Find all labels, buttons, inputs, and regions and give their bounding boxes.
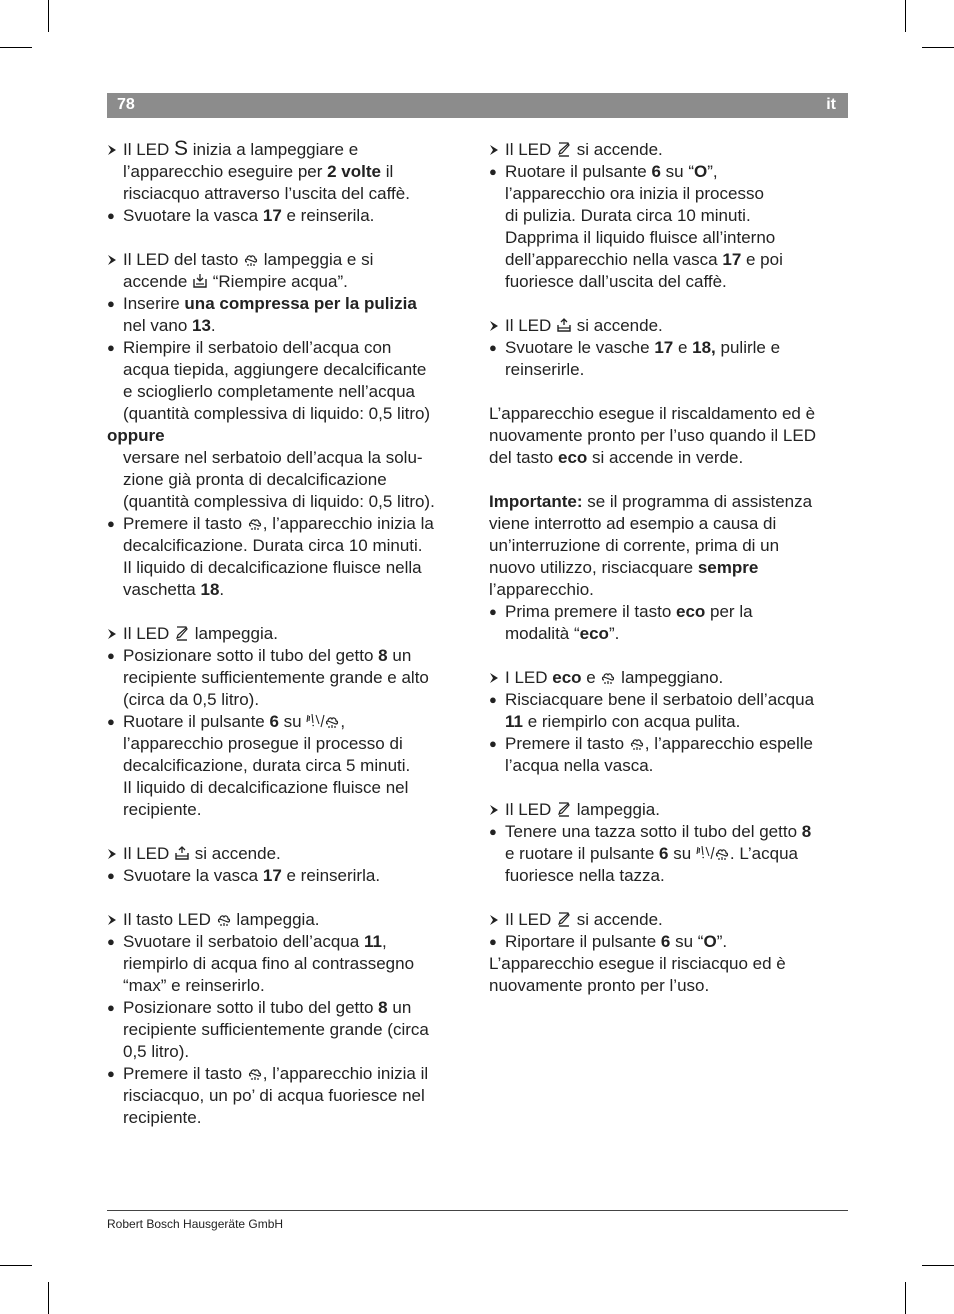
continuation-line: [107, 733, 472, 755]
continuation-line: [489, 755, 851, 777]
text-run: Premere il tasto: [505, 734, 629, 753]
text-run: nuovamente pronto per l’uso.: [489, 976, 710, 995]
text-run: 8: [378, 998, 388, 1017]
bullet-marker-icon: ●: [489, 736, 497, 751]
text-run: pulirle e: [715, 338, 781, 357]
text-run: risciacquo attraverso l’uscita del caffè.: [123, 184, 410, 203]
continuation-line: [489, 843, 851, 865]
text-run: Ruotare il pulsante: [505, 162, 652, 181]
text-run: riempirlo di acqua fino al contrassegno: [123, 954, 415, 973]
text-run: .: [219, 580, 225, 599]
bullet-marker-icon: ●: [107, 340, 115, 355]
drip-tray-icon: [556, 317, 572, 333]
text-run: , l’apparecchio inizia la: [262, 514, 434, 533]
paragraph-line: [489, 557, 851, 579]
text-run: Il LED: [123, 844, 175, 863]
text-run: risciacquo, un po’ di acqua fuoriesce nel: [123, 1086, 425, 1105]
continuation-line: [489, 227, 851, 249]
bullet-line: [107, 865, 472, 887]
text-run: reinserirle.: [505, 360, 585, 379]
bullet-line: [107, 513, 472, 535]
bullet-marker-icon: ●: [489, 692, 497, 707]
steam-icon: [600, 669, 616, 685]
bullet-line: [107, 997, 472, 1019]
text-run: eco: [558, 448, 588, 467]
text-run: recipiente sufficientemente grande (circa: [123, 1020, 429, 1039]
continuation-line: [489, 359, 851, 381]
continuation-line: [107, 315, 472, 337]
crop-mark: [0, 47, 32, 48]
step-line: [489, 909, 851, 931]
continuation-line: [107, 535, 472, 557]
paragraph-gap: [489, 777, 851, 799]
arrow-marker-icon: [489, 799, 499, 816]
text-run: recipiente.: [123, 800, 202, 819]
paragraph-gap: [489, 645, 851, 667]
crop-mark: [0, 1265, 32, 1266]
language-code: it: [826, 96, 836, 113]
continuation-line: [107, 777, 472, 799]
text-run: Ruotare il pulsante: [123, 712, 270, 731]
continuation-line: [107, 161, 472, 183]
crop-mark: [48, 0, 49, 32]
text-run: versare nel serbatoio dell’acqua la solu-: [123, 448, 423, 467]
continuation-line: [107, 271, 472, 293]
bullet-line: [107, 645, 472, 667]
right-column: [489, 139, 851, 997]
drip-tray-icon: [174, 845, 190, 861]
continuation-line: [107, 557, 472, 579]
text-run: fuoriesce dall’uscita del caffè.: [505, 272, 727, 291]
paragraph-line: [489, 425, 851, 447]
text-run: recipiente sufficientemente grande e alto: [123, 668, 429, 687]
arrow-marker-icon: [107, 623, 117, 640]
bullet-marker-icon: ●: [107, 1066, 115, 1081]
text-run: O: [694, 162, 708, 181]
continuation-line: [107, 1085, 472, 1107]
descale-icon: [556, 141, 572, 157]
step-line: [489, 667, 851, 689]
paragraph-gap: [489, 469, 851, 491]
text-run: si accende.: [572, 140, 663, 159]
text-run: (quantità complessiva di liquido: 0,5 litro): [123, 404, 431, 423]
text-run: accende: [123, 272, 192, 291]
continuation-line: [489, 183, 851, 205]
text-run: un: [387, 998, 412, 1017]
text-run: 6: [651, 162, 661, 181]
text-run: .: [210, 316, 216, 335]
text-run: su “: [660, 162, 695, 181]
text-run: 0,5 litro).: [123, 1042, 190, 1061]
steam-icon: [629, 735, 645, 751]
paragraph-gap: [107, 887, 472, 909]
continuation-line: [107, 689, 472, 711]
crop-mark: [922, 47, 954, 48]
text-run: un’interruzione di corrente, prima di un: [489, 536, 780, 555]
footer-company: Robert Bosch Hausgeräte GmbH: [107, 1217, 284, 1231]
text-run: 6: [269, 712, 279, 731]
text-run: Svuotare la vasca: [123, 866, 263, 885]
text-run: per la: [705, 602, 753, 621]
text-run: Il LED: [505, 316, 557, 335]
text-run: Il LED: [505, 910, 557, 929]
text-run: l’apparecchio ora inizia il processo: [505, 184, 764, 203]
text-run: Premere il tasto: [123, 1064, 247, 1083]
continuation-line: [489, 249, 851, 271]
text-run: eco: [552, 668, 582, 687]
bullet-marker-icon: ●: [489, 824, 497, 839]
text-run: di pulizia. Durata circa 10 minuti.: [505, 206, 751, 225]
text-run: (circa da 0,5 litro).: [123, 690, 260, 709]
text-run: lampeggia.: [572, 800, 660, 819]
bullet-line: [107, 711, 472, 733]
text-run: su: [668, 844, 696, 863]
text-run: I LED: [505, 668, 553, 687]
text-run: e scioglierlo completamente nell’acqua: [123, 382, 415, 401]
bullet-line: [489, 689, 851, 711]
bullet-line: [107, 931, 472, 953]
crop-mark: [922, 1265, 954, 1266]
continuation-line: [489, 205, 851, 227]
text-run: Posizionare sotto il tubo del getto: [123, 646, 379, 665]
text-run: e: [581, 668, 601, 687]
text-run: ”.: [716, 932, 728, 951]
bullet-marker-icon: ●: [107, 208, 115, 223]
paragraph-line: [489, 403, 851, 425]
steam-icon: [243, 251, 259, 267]
arrow-marker-icon: [107, 139, 117, 156]
continuation-line: [107, 953, 472, 975]
continuation-line: [489, 711, 851, 733]
text-run: Risciacquare bene il serbatoio dell’acqua: [505, 690, 815, 709]
text-run: fuoriesce nella tazza.: [505, 866, 665, 885]
bullet-marker-icon: ●: [107, 1000, 115, 1015]
step-line: [107, 843, 472, 865]
text-run: Riportare il pulsante: [505, 932, 661, 951]
continuation-line: [107, 1041, 472, 1063]
text-run: si accende.: [572, 910, 663, 929]
left-column: [107, 139, 472, 1129]
text-run: L’apparecchio esegue il riscaldamento ed è: [489, 404, 816, 423]
step-line: [107, 139, 472, 161]
continuation-line: [489, 623, 851, 645]
text-run: Svuotare la vasca: [123, 206, 263, 225]
text-run: una compressa per la pulizia: [184, 294, 417, 313]
hot-water-steam-icon: [306, 713, 340, 729]
crop-mark: [48, 1282, 49, 1314]
continuation-line: [107, 1107, 472, 1129]
text-run: se il programma di assistenza: [582, 492, 813, 511]
bullet-line: [489, 931, 851, 953]
bullet-line: [107, 1063, 472, 1085]
text-run: 8: [801, 822, 812, 841]
text-run: nuovo utilizzo, risciacquare: [489, 558, 698, 577]
text-run: Premere il tasto: [123, 514, 247, 533]
text-run: Il LED: [123, 624, 175, 643]
text-run: lampeggia e si: [259, 250, 374, 269]
text-run: l’apparecchio prosegue il processo di: [123, 734, 403, 753]
text-run: 17: [262, 206, 282, 225]
text-run: 18,: [692, 338, 716, 357]
bullet-line: [489, 821, 851, 843]
step-line: [489, 315, 851, 337]
text-run: Prima premere il tasto: [505, 602, 676, 621]
text-run: recipiente.: [123, 1108, 202, 1127]
text-run: ,: [381, 932, 387, 951]
text-run: su: [278, 712, 307, 731]
page-number: 78: [117, 96, 135, 113]
text-run: viene interrotto ad esempio a causa di: [489, 514, 777, 533]
descale-icon: [556, 801, 572, 817]
text-run: e reinserila.: [281, 206, 375, 225]
text-run: del tasto: [489, 448, 558, 467]
paragraph-line: [489, 491, 851, 513]
text-run: Tenere una tazza sotto il tubo del getto: [505, 822, 802, 841]
paragraph-line: [489, 447, 851, 469]
text-run: eco: [579, 624, 609, 643]
text-run: si accende in verde.: [587, 448, 744, 467]
continuation-line: [489, 865, 851, 887]
hot-water-steam-icon: [696, 845, 730, 861]
text-run: L’apparecchio esegue il risciacquo ed è: [489, 954, 786, 973]
text-run: S: [174, 137, 189, 160]
text-run: Dapprima il liquido fluisce all’interno: [505, 228, 776, 247]
text-run: su “: [670, 932, 704, 951]
text-run: Importante:: [489, 492, 583, 511]
continuation-line: [107, 755, 472, 777]
bullet-marker-icon: ●: [107, 868, 115, 883]
text-run: Il LED del tasto: [123, 250, 244, 269]
text-run: decalcificazione, durata circa 5 minuti.: [123, 756, 411, 775]
text-run: Riempire il serbatoio dell’acqua con: [123, 338, 392, 357]
text-run: l’apparecchio eseguire per: [123, 162, 328, 181]
bullet-line: [489, 337, 851, 359]
bullet-marker-icon: ●: [107, 648, 115, 663]
continuation-line: [107, 799, 472, 821]
text-run: ,: [340, 712, 346, 731]
paragraph-gap: [489, 887, 851, 909]
text-run: e poi: [741, 250, 783, 269]
text-run: ”.: [608, 624, 620, 643]
text-run: acqua tiepida, aggiungere decalcificante: [123, 360, 427, 379]
continuation-line: [107, 469, 472, 491]
text-run: (quantità complessiva di liquido: 0,5 litro).: [123, 492, 435, 511]
text-run: oppure: [107, 426, 165, 445]
steam-icon: [247, 1065, 263, 1081]
text-run: Svuotare le vasche: [505, 338, 655, 357]
text-run: . L’acqua: [729, 844, 798, 863]
text-run: eco: [676, 602, 706, 621]
continuation-line: [107, 381, 472, 403]
bullet-marker-icon: ●: [107, 516, 115, 531]
continuation-line: [107, 359, 472, 381]
text-run: Il liquido di decalcificazione fluisce nella: [123, 558, 422, 577]
bullet-line: [489, 733, 851, 755]
text-run: si accende.: [572, 316, 663, 335]
paragraph-gap: [489, 293, 851, 315]
text-run: 17: [722, 250, 742, 269]
paragraph-line: [107, 425, 472, 447]
text-run: Posizionare sotto il tubo del getto: [123, 998, 379, 1017]
text-run: modalità “: [505, 624, 580, 643]
text-run: , l’apparecchio inizia il: [262, 1064, 429, 1083]
footer-divider: [107, 1210, 848, 1211]
arrow-marker-icon: [489, 667, 499, 684]
arrow-marker-icon: [107, 909, 117, 926]
text-run: dell’apparecchio nella vasca: [505, 250, 723, 269]
text-run: decalcificazione. Durata circa 10 minuti.: [123, 536, 423, 555]
paragraph-gap: [107, 821, 472, 843]
text-run: lampeggia.: [190, 624, 278, 643]
paragraph-line: [489, 513, 851, 535]
continuation-line: [107, 403, 472, 425]
continuation-line: [107, 183, 472, 205]
text-run: l’acqua nella vasca.: [505, 756, 654, 775]
text-run: e riempirlo con acqua pulita.: [522, 712, 741, 731]
text-run: 6: [659, 844, 669, 863]
text-run: sempre: [697, 558, 759, 577]
text-run: 2 volte: [327, 162, 381, 181]
text-run: Il liquido di decalcificazione fluisce nel: [123, 778, 409, 797]
text-run: Il tasto LED: [123, 910, 216, 929]
text-run: Il LED: [505, 140, 557, 159]
bullet-marker-icon: ●: [489, 604, 497, 619]
text-run: lampeggia.: [231, 910, 320, 929]
text-run: O: [703, 932, 717, 951]
continuation-line: [107, 447, 472, 469]
arrow-marker-icon: [489, 909, 499, 926]
page-header: [107, 93, 848, 118]
step-line: [107, 249, 472, 271]
text-run: l’apparecchio.: [489, 580, 594, 599]
bullet-line: [107, 337, 472, 359]
bullet-marker-icon: ●: [489, 934, 497, 949]
text-run: e ruotare il pulsante: [505, 844, 660, 863]
continuation-line: [107, 491, 472, 513]
paragraph-gap: [489, 381, 851, 403]
steam-icon: [216, 911, 232, 927]
paragraph-gap: [107, 227, 472, 249]
text-run: 8: [378, 646, 388, 665]
text-run: vaschetta: [123, 580, 201, 599]
text-run: un: [387, 646, 412, 665]
continuation-line: [107, 667, 472, 689]
bullet-marker-icon: ●: [107, 714, 115, 729]
bullet-marker-icon: ●: [489, 340, 497, 355]
continuation-line: [489, 271, 851, 293]
paragraph-line: [489, 579, 851, 601]
text-run: zione già pronta di decalcificazione: [123, 470, 387, 489]
step-line: [107, 909, 472, 931]
text-run: nel vano: [123, 316, 192, 335]
text-run: Il LED: [505, 800, 557, 819]
crop-mark: [905, 1282, 906, 1314]
bullet-line: [489, 601, 851, 623]
text-run: inizia a lampeggiare e: [188, 140, 359, 159]
text-run: 18: [200, 580, 220, 599]
bullet-marker-icon: ●: [107, 934, 115, 949]
arrow-marker-icon: [107, 249, 117, 266]
text-run: 17: [262, 866, 282, 885]
step-line: [489, 799, 851, 821]
text-run: “max” e reinserirlo.: [123, 976, 265, 995]
arrow-marker-icon: [107, 843, 117, 860]
bullet-marker-icon: ●: [489, 164, 497, 179]
steam-icon: [247, 515, 263, 531]
continuation-line: [107, 1019, 472, 1041]
text-run: e: [673, 338, 693, 357]
paragraph-line: [489, 953, 851, 975]
text-run: , l’apparecchio espelle: [644, 734, 813, 753]
text-run: 17: [654, 338, 674, 357]
arrow-marker-icon: [489, 139, 499, 156]
text-run: 11: [363, 932, 382, 951]
descale-icon: [556, 911, 572, 927]
bullet-line: [489, 161, 851, 183]
continuation-line: [107, 975, 472, 997]
paragraph-line: [489, 535, 851, 557]
text-run: ”,: [707, 162, 718, 181]
text-run: nuovamente pronto per l’uso quando il LED: [489, 426, 816, 445]
text-run: il: [380, 162, 394, 181]
paragraph-line: [489, 975, 851, 997]
descale-icon: [174, 625, 190, 641]
text-run: e reinserirla.: [281, 866, 381, 885]
step-line: [489, 139, 851, 161]
text-run: “Riempire acqua”.: [208, 272, 348, 291]
fill-water-icon: [192, 273, 208, 289]
text-run: 13: [192, 316, 211, 335]
text-run: lampeggiano.: [616, 668, 724, 687]
bullet-marker-icon: ●: [107, 296, 115, 311]
crop-mark: [905, 0, 906, 32]
text-run: Il LED: [123, 140, 175, 159]
continuation-line: [107, 579, 472, 601]
arrow-marker-icon: [489, 315, 499, 332]
text-run: 6: [660, 932, 671, 951]
text-run: Inserire: [123, 294, 185, 313]
text-run: si accende.: [190, 844, 281, 863]
text-run: Svuotare il serbatoio dell’acqua: [123, 932, 364, 951]
bullet-line: [107, 205, 472, 227]
step-line: [107, 623, 472, 645]
paragraph-gap: [107, 601, 472, 623]
text-run: 11: [505, 712, 523, 731]
bullet-line: [107, 293, 472, 315]
